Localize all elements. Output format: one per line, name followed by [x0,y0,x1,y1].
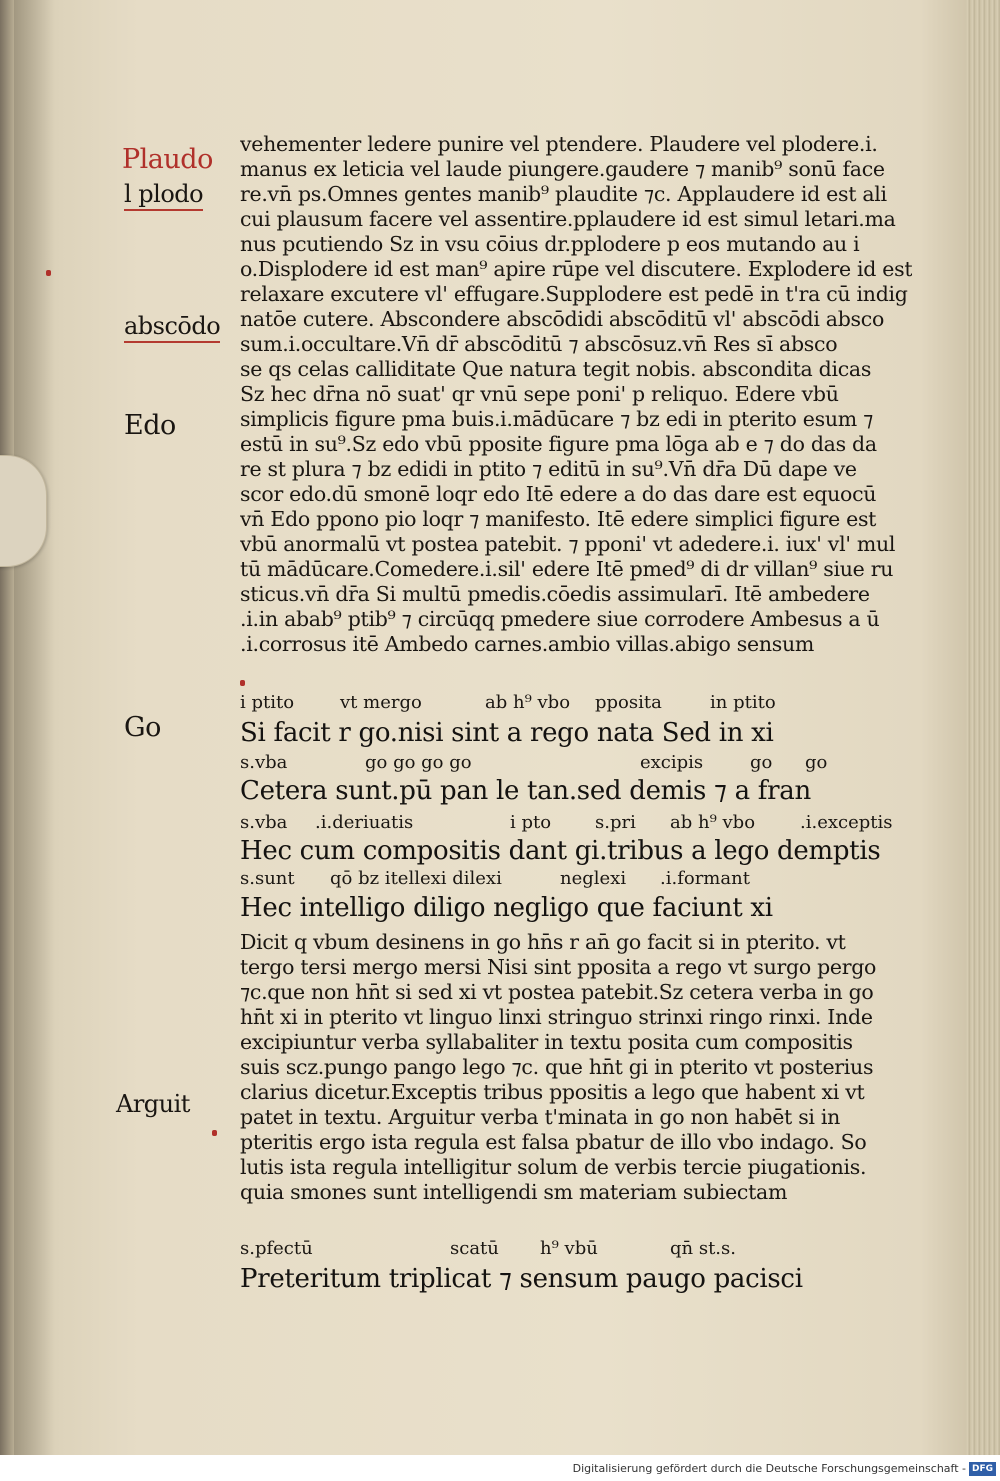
margin-note-edo: Edo [124,410,176,441]
verse-line: Preteritum triplicat ⁊ sensum paugo pacisci [240,1264,803,1294]
gloss-word: in ptito [710,692,776,713]
text-line: sum.i.occultare.Vn̄ dr̄ abscōditū ⁊ abscōsuz.vn̄ Res sī absco [240,332,838,356]
text-line: lutis ista regula intelligitur solum de verbis tercie piugationis. [240,1155,867,1179]
gutter-shadow [14,0,54,1481]
text-line: natōe cutere. Abscondere abscōdidi abscōditū vl' abscōdi absco [240,307,884,331]
gloss-word: ab h⁹ vbo [670,812,756,833]
verse-line: Hec intelligo diligo negligo que faciunt xi [240,893,773,923]
text-line: hn̄t xi in pterito vt linguo linxi stringuo strinxi ringo rinxi. Inde [240,1005,873,1029]
text-line: nus pcutiendo Sz in vsu cōius dr.pplodere p eos mutando au i [240,232,860,256]
gloss-line [240,812,912,834]
gloss-word: i pto [510,812,552,833]
gloss-word: h⁹ vbū [540,1238,598,1259]
gloss-word: s.pfectū [240,1238,313,1259]
text-line: clarius dicetur.Exceptis tribus ppositis a lego que habent xi vt [240,1080,865,1104]
gloss-word: neglexi [560,868,627,889]
page-edge-left [0,0,14,1481]
gloss-word: s.vba [240,812,288,833]
margin-note-abscondo: abscōdo [124,312,220,343]
commentary-block-2 [240,930,912,1205]
text-line: se qs celas calliditate Que natura tegit nobis. abscondita dicas [240,357,872,381]
text-line: manus ex leticia vel laude piungere.gaudere ⁊ manib⁹ sonū face [240,157,885,181]
gloss-word: pposita [595,692,662,713]
gloss-word: .i.exceptis [800,812,893,833]
gloss-word: s.pri [595,812,636,833]
text-line: cui plausum facere vel assentire.pplaudere id est simul letari.ma [240,207,896,231]
gloss-word: go go go go [365,752,472,773]
text-line: pteritis ergo ista regula est falsa pbatur de illo vbo indago. So [240,1130,867,1154]
text-line: tū mādūcare.Comedere.i.sil' edere Itē pmed⁹ di dr villan⁹ siue ru [240,557,894,581]
rubric-dot [46,270,51,276]
text-line: o.Displodere id est man⁹ apire rūpe vel discutere. Explodere id est [240,257,912,281]
margin-note-plaudo [122,144,213,175]
gloss-word: qō bz itellexi dilexi [330,868,502,889]
text-line: vbū anormalū vt postea patebit. ⁊ pponi' vt adedere.i. iux' vl' mul [240,532,896,556]
margin-note-plaudo-text: Plaudo [122,144,213,175]
text-line: .i.corrosus itē Ambedo carnes.ambio villas.abigo sensum [240,632,815,656]
dfg-logo-icon: DFG [969,1462,996,1476]
text-line: Dicit q vbum desinens in go hn̄s r an̄ go facit si in pterito. vt [240,930,846,954]
gloss-line [240,752,912,774]
verse-line: Cetera sunt.pū pan le tan.sed demis ⁊ a fran [240,776,811,806]
gloss-word: .i.deriuatis [315,812,414,833]
margin-note-plodo: l plodo [124,180,203,211]
gloss-word: i ptito [240,692,295,713]
commentary-block-1 [240,132,912,657]
gloss-word: go [750,752,773,773]
text-line: suis scz.pungo pango lego ⁊c. que hn̄t gi in pterito vt posterius [240,1055,874,1079]
text-line: vehementer ledere punire vel ptendere. Plaudere vel plodere.i. [240,132,878,156]
gloss-line [240,692,912,714]
gloss-word: s.vba [240,752,288,773]
text-line: vn̄ Edo ppono pio loqr ⁊ manifesto. Itē edere simplici figure est [240,507,877,531]
gloss-word: ab h⁹ vbo [485,692,571,713]
footer-bar [0,1455,1000,1481]
text-line: ⁊c.que non hn̄t si sed xi vt postea patebit.Sz cetera verba in go [240,980,874,1004]
gloss-word: qn̄ st.s. [670,1238,736,1259]
gloss-word: .i.formant [660,868,750,889]
text-line: relaxare excutere vl' effugare.Supplodere est pedē in t'ra cū indig [240,282,908,306]
text-line: scor edo.dū smonē loqr edo Itē edere a do das dare est equocū [240,482,877,506]
margin-note-go: Go [124,712,161,743]
text-line: estū in su⁹.Sz edo vbū pposite figure pma lōga ab e ⁊ do das da [240,432,877,456]
text-line: re st plura ⁊ bz edidi in ptito ⁊ editū in su⁹.Vn̄ dr̄a Dū dape ve [240,457,857,481]
text-line: Sz hec dr̄na nō suat' qr vnū sepe poni' p reliquo. Edere vbū [240,382,839,406]
page-edge-right [966,0,1000,1481]
gloss-word: scatū [450,1238,499,1259]
gloss-line [240,1238,912,1260]
text-line: quia smones sunt intelligendi sm materiam subiectam [240,1180,788,1204]
text-line: patet in textu. Arguitur verba t'minata in go non habēt si in [240,1105,841,1129]
gloss-line [240,868,912,890]
text-line: tergo tersi mergo mersi Nisi sint pposita a rego vt surgo pergo [240,955,877,979]
text-line: .i.in abab⁹ ptib⁹ ⁊ circūqq pmedere siue corrodere Ambesus a ū [240,607,880,631]
text-line: re.vn̄ ps.Omnes gentes manib⁹ plaudite ⁊c. Applaudere id est ali [240,182,887,206]
rubric-dot [212,1130,217,1136]
gloss-word: s.sunt [240,868,295,889]
verse-line: Si facit r go.nisi sint a rego nata Sed in xi [240,718,774,748]
margin-note-arguitur: Arguit [116,1090,190,1118]
text-line: simplicis figure pma buis.i.mādūcare ⁊ bz edi in pterito esum ⁊ [240,407,873,431]
footer-credit: Digitalisierung gefördert durch die Deutsche Forschungsgemeinschaft - [572,1462,966,1475]
verse-line: Hec cum compositis dant gi.tribus a lego demptis [240,836,881,866]
gloss-word: excipis [640,752,704,773]
text-line: excipiuntur verba syllabaliter in textu posita cum compositis [240,1030,853,1054]
rubric-dot [240,680,245,686]
gloss-word: go [805,752,828,773]
gloss-word: vt mergo [340,692,422,713]
text-line: sticus.vn̄ dr̄a Si multū pmedis.cōedis assimularī. Itē ambedere [240,582,870,606]
